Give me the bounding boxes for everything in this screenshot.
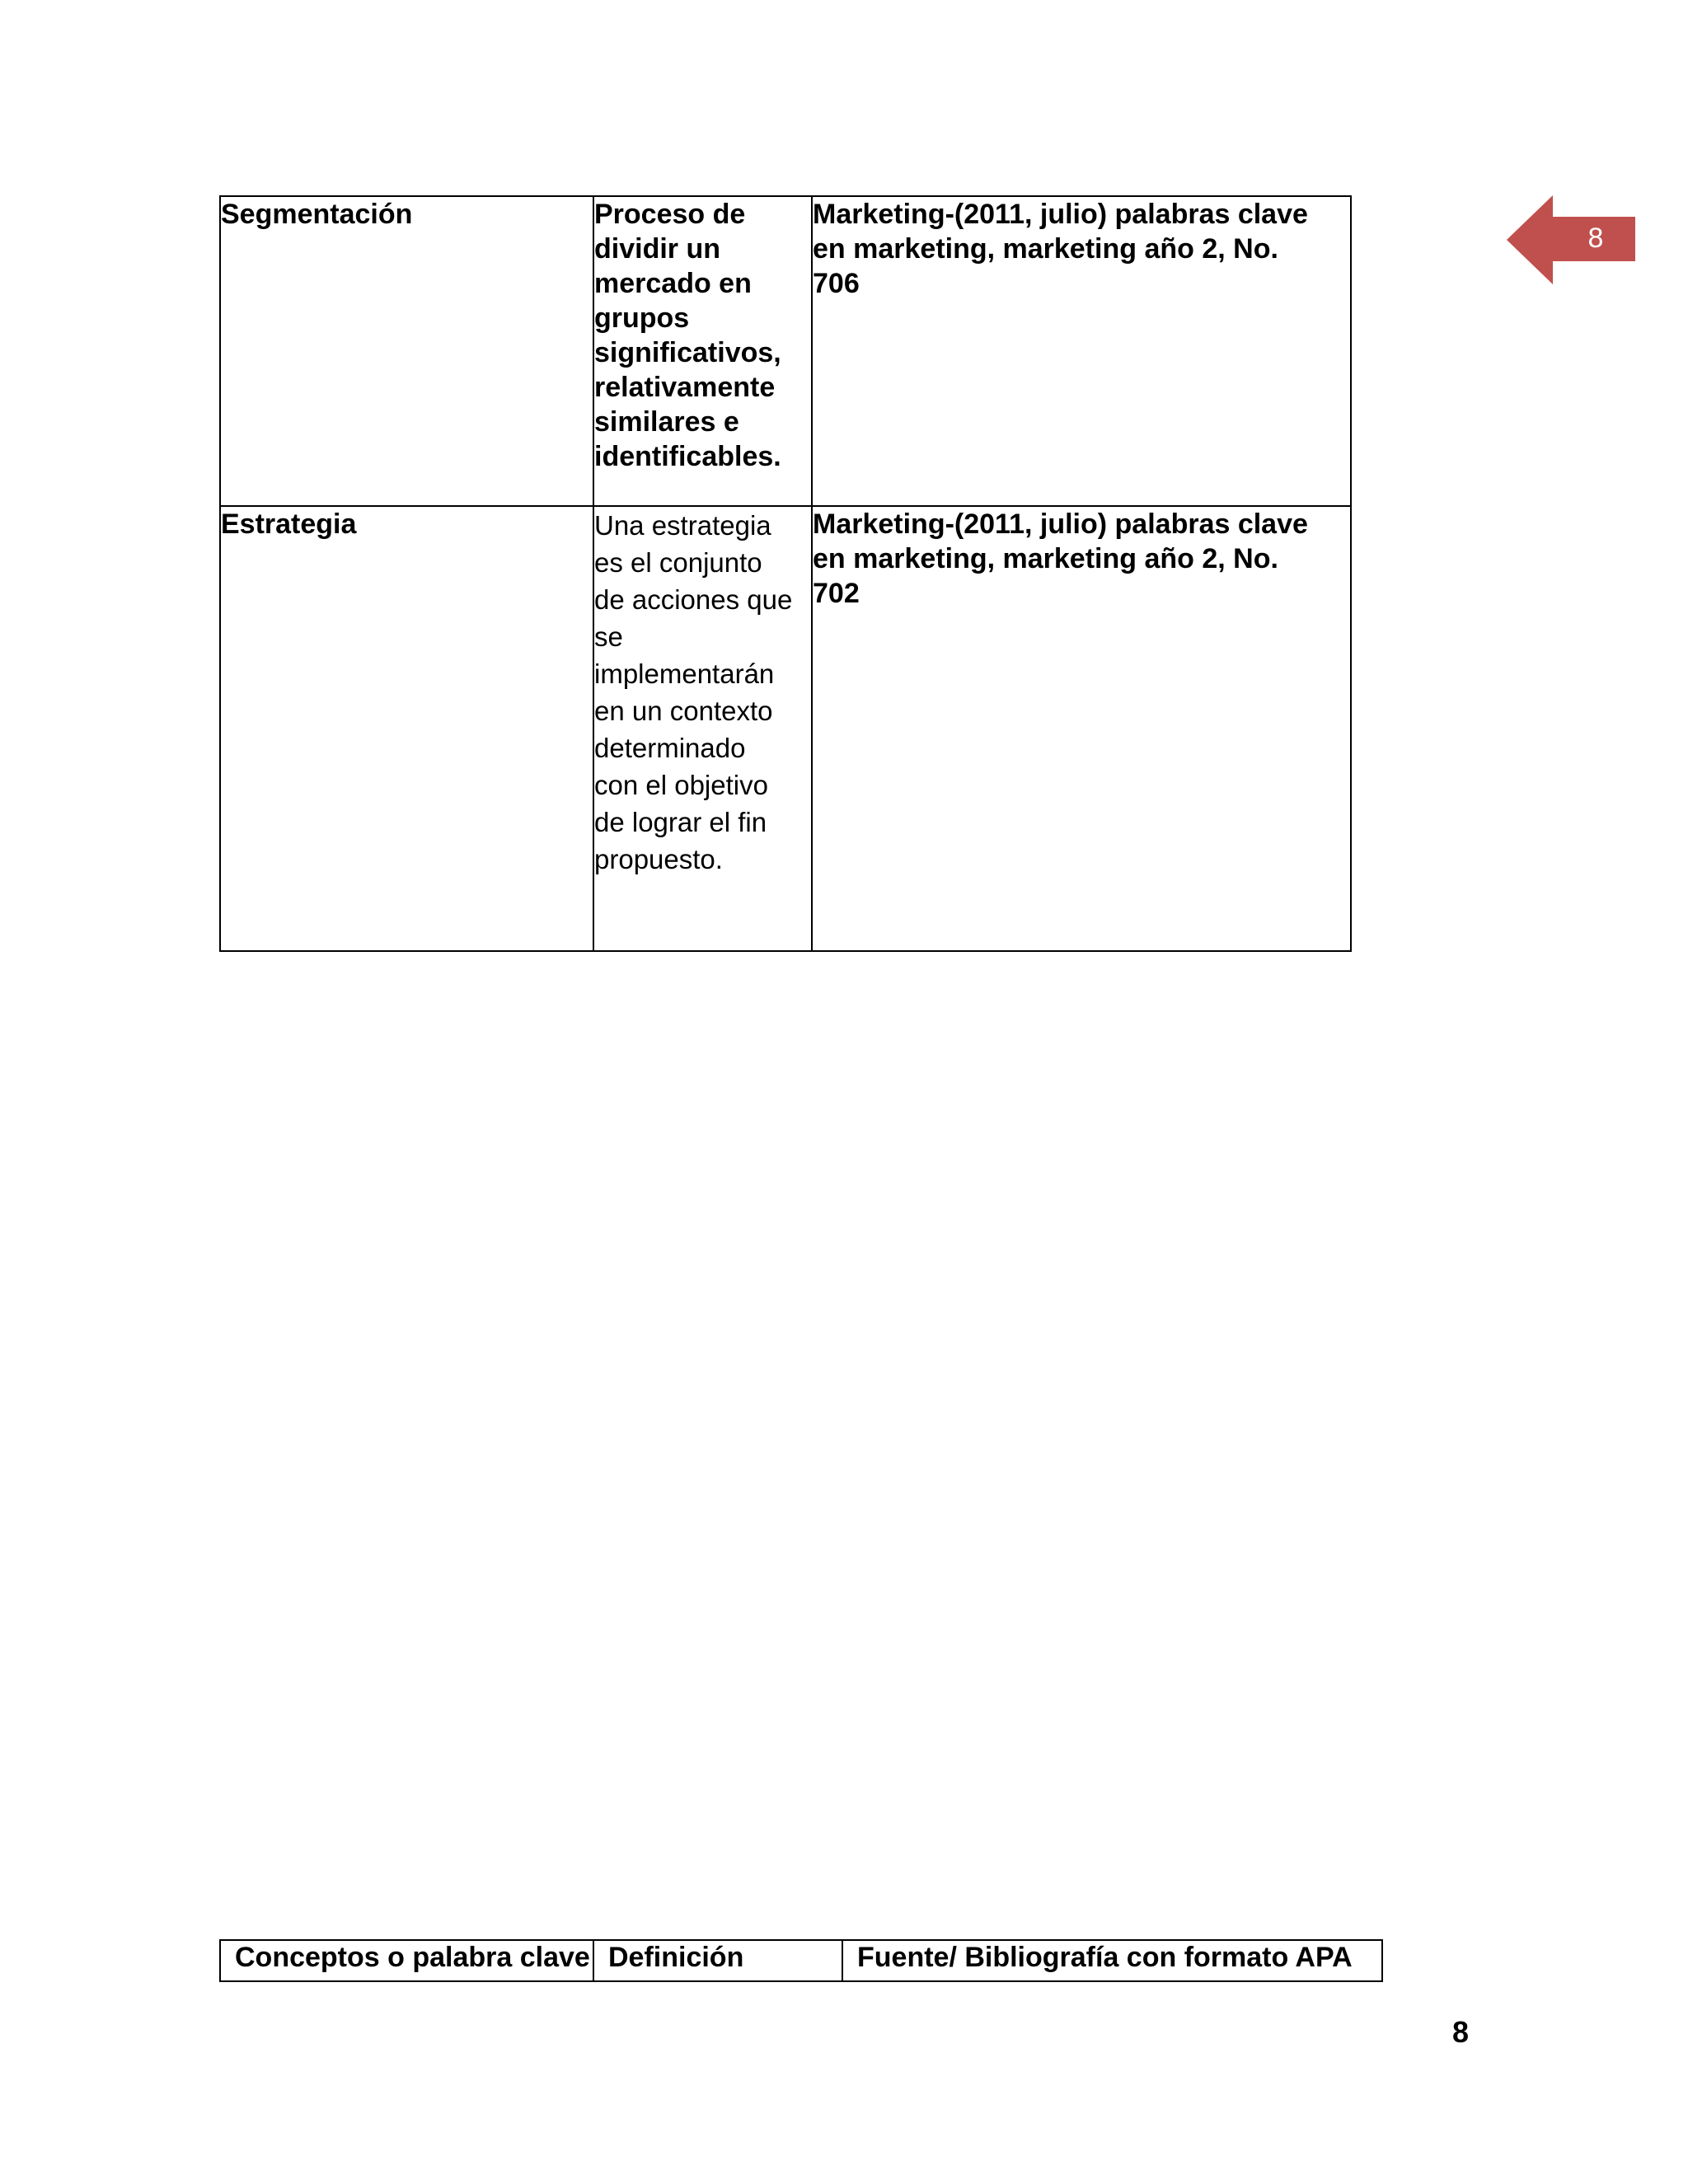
header-source: Fuente/ Bibliografía con formato APA <box>842 1940 1382 1981</box>
term-cell <box>220 196 593 506</box>
term-text: Estrategia <box>221 509 357 540</box>
page-tab-arrow <box>1507 195 1635 284</box>
definition-cell <box>593 196 812 506</box>
table-row <box>220 506 1351 951</box>
source-text: Marketing-(2011, julio) palabras clave en marketing, marketing año 2, No. 702 <box>813 509 1308 609</box>
definition-text: Una estrategia es el conjunto de acciones que se implementarán en un contexto determinado con el objetivo de lograr el fin propuesto. <box>594 510 793 874</box>
header-concepts: Conceptos o palabra clave <box>220 1940 593 1981</box>
definition-cell <box>593 506 812 951</box>
definition-text: Proceso de dividir un mercado en grupos significativos, relativamente similares e identificables. <box>594 199 781 472</box>
source-text: Marketing-(2011, julio) palabras clave en marketing, marketing año 2, No. 706 <box>813 199 1308 299</box>
table-row <box>220 196 1351 506</box>
footer-header-table <box>219 1939 1383 1982</box>
source-cell <box>812 196 1351 506</box>
term-text: Segmentación <box>221 199 413 230</box>
header-row <box>220 1940 1382 1981</box>
keywords-table <box>219 195 1352 952</box>
term-cell <box>220 506 593 951</box>
source-cell <box>812 506 1351 951</box>
page-number: 8 <box>1451 2015 1470 2049</box>
page-tab-number: 8 <box>1587 223 1604 254</box>
header-definition: Definición <box>593 1940 842 1981</box>
